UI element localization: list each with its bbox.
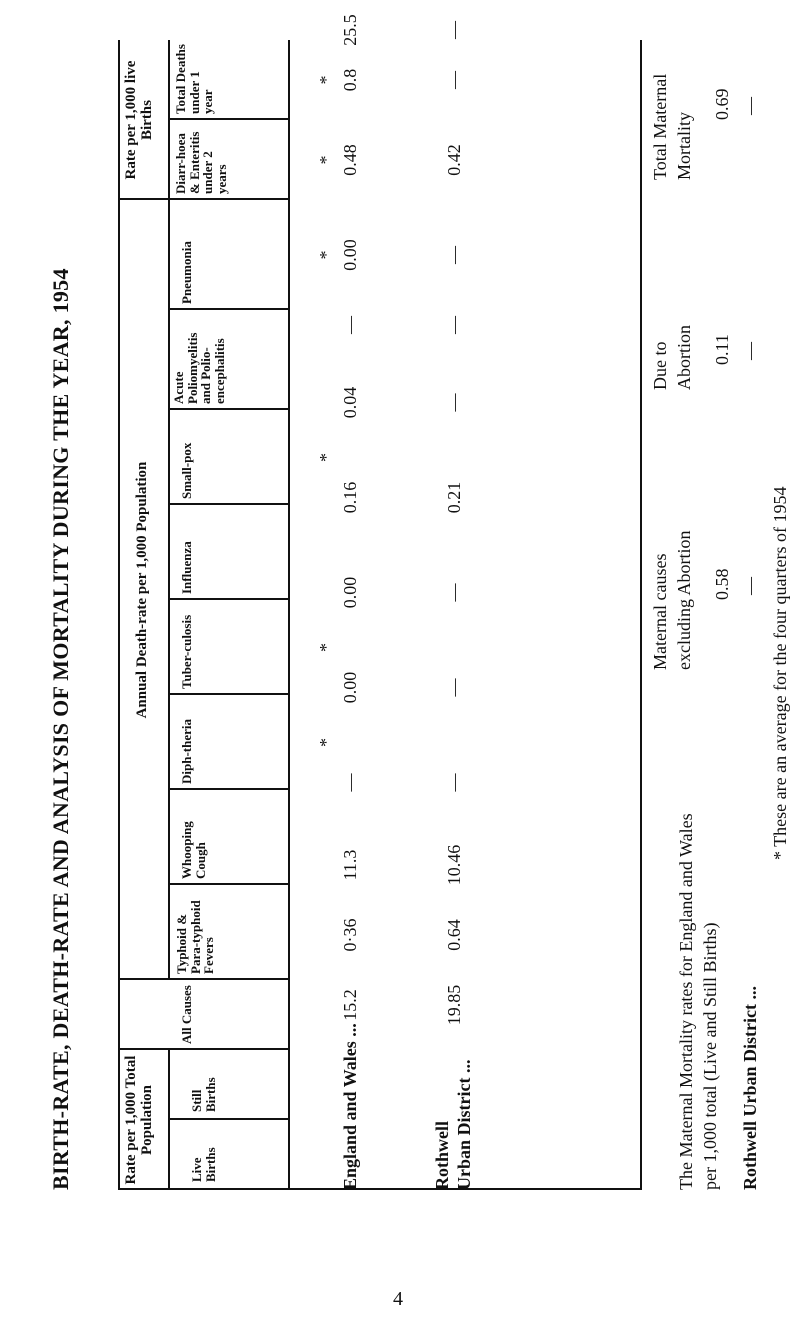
header-whooping-cough: Whooping Cough bbox=[179, 821, 208, 879]
ew-total-deaths: 25.5 bbox=[340, 14, 360, 46]
footnote: * These are an average for the four quarters of 1954 bbox=[770, 486, 790, 860]
header-bottom-rule bbox=[288, 40, 290, 1190]
page-title: BIRTH-RATE, DEATH-RATE AND ANALYSIS OF MORTALITY DURING THE YEAR, 1954 bbox=[48, 268, 73, 1190]
rothwell-diarrhoea: — bbox=[444, 71, 464, 89]
header-typhoid: Typhoid & Para-typhoid Fevers bbox=[174, 900, 217, 974]
maternal-col1-header-2: excluding Abortion bbox=[674, 530, 694, 670]
header-tuberculosis: Tuber-culosis bbox=[179, 614, 194, 689]
rothwell-whooping-cough: — bbox=[444, 678, 464, 697]
ew-tuberculosis: 0.16 bbox=[340, 481, 360, 514]
col-rule bbox=[168, 598, 288, 600]
row-label-rothwell-1: Rothwell bbox=[432, 1121, 452, 1190]
ew-still-births: 0·36 bbox=[340, 918, 360, 952]
col-rule bbox=[118, 1188, 640, 1190]
asterisk: * bbox=[316, 643, 336, 652]
rotated-table bbox=[40, 0, 800, 1190]
header-still-births: Still Births bbox=[189, 1077, 218, 1112]
group-header-rate-total: Rate per 1,000 Total Population bbox=[123, 1055, 155, 1185]
ew-influenza: 0.04 bbox=[340, 386, 360, 419]
rothwell-total-deaths: — bbox=[444, 21, 464, 39]
group-header-rate-live: Rate per 1,000 live Births bbox=[123, 60, 155, 180]
header-influenza: Influenza bbox=[179, 541, 194, 594]
ew-all-causes: 11.3 bbox=[340, 849, 360, 881]
table-top-rule bbox=[118, 40, 120, 1190]
ew-typhoid: — bbox=[340, 773, 360, 792]
page-number: 4 bbox=[393, 1288, 403, 1310]
ew-smallpox: — bbox=[340, 316, 360, 334]
rothwell-live-births: 19.85 bbox=[444, 984, 464, 1026]
ew-diarrhoea: 0.8 bbox=[340, 68, 360, 92]
rothwell-pneumonia: 0.42 bbox=[444, 144, 464, 176]
group-header-annual-death-rate: Annual Death-rate per 1,000 Population bbox=[134, 461, 150, 719]
col-rule bbox=[168, 883, 288, 885]
rothwell-tuberculosis: 0.21 bbox=[444, 481, 464, 514]
rothwell-poliomyelitis: — bbox=[444, 246, 464, 264]
header-diarrhoea: Diarr-hoea & Enteritis under 2 years bbox=[173, 131, 229, 194]
ew-live-births: 15.2 bbox=[340, 989, 360, 1021]
maternal-col1-header-1: Maternal causes bbox=[650, 553, 670, 670]
asterisk: * bbox=[316, 155, 336, 165]
maternal-ew-abortion: 0.11 bbox=[712, 334, 732, 365]
group-rule-total bbox=[168, 1050, 170, 1190]
row-label-england-wales: England and Wales ... bbox=[340, 1023, 360, 1190]
ew-diphtheria: 0.00 bbox=[340, 576, 360, 609]
rothwell-diphtheria: — bbox=[444, 583, 464, 602]
col-rule bbox=[168, 503, 288, 505]
rothwell-influenza: — bbox=[444, 393, 464, 412]
group-rule-live bbox=[168, 40, 170, 200]
row-label-rothwell-2: Urban District ... bbox=[454, 1059, 474, 1190]
col-rule bbox=[168, 1118, 288, 1120]
col-rule bbox=[168, 693, 288, 695]
col-rule bbox=[168, 118, 288, 120]
maternal-col2-header-1: Due to bbox=[650, 341, 670, 390]
maternal-intro-line-2: per 1,000 total (Live and Still Births) bbox=[700, 922, 720, 1190]
asterisk: * bbox=[316, 250, 336, 260]
asterisk: * bbox=[316, 75, 336, 85]
header-total-deaths: Total Deaths under 1 year bbox=[173, 44, 216, 114]
rothwell-still-births: 0.64 bbox=[444, 919, 464, 951]
maternal-ew-total: 0.69 bbox=[712, 88, 732, 120]
header-live-births: Live Births bbox=[189, 1147, 218, 1182]
ew-whooping-cough: 0.00 bbox=[340, 671, 360, 704]
header-pneumonia: Pneumonia bbox=[179, 241, 194, 304]
header-smallpox: Small-pox bbox=[179, 442, 194, 499]
col-rule bbox=[168, 788, 288, 790]
ew-pneumonia: 0.48 bbox=[340, 144, 360, 176]
col-rule bbox=[168, 408, 288, 410]
ew-poliomyelitis: 0.00 bbox=[340, 239, 360, 271]
maternal-rothwell-causes: — bbox=[740, 577, 760, 595]
asterisk: * bbox=[316, 738, 336, 747]
col-rule bbox=[168, 308, 288, 310]
maternal-rothwell-abortion: — bbox=[740, 342, 760, 360]
maternal-col3-header-2: Mortality bbox=[674, 112, 694, 180]
maternal-col3-header-1: Total Maternal bbox=[650, 73, 670, 180]
rothwell-smallpox: — bbox=[444, 316, 464, 334]
group-rule-annual bbox=[168, 200, 170, 980]
header-poliomyelitis: Acute Poliomyelitis and Polio-encephalitis bbox=[171, 332, 227, 404]
maternal-rothwell-label: Rothwell Urban District ... bbox=[740, 986, 760, 1190]
rothwell-typhoid: — bbox=[444, 773, 464, 792]
rothwell-all-causes: 10.46 bbox=[444, 844, 464, 886]
asterisk: * bbox=[316, 453, 336, 462]
maternal-rothwell-total: — bbox=[740, 97, 760, 115]
table-bottom-rule bbox=[640, 40, 642, 1190]
header-diphtheria: Diph-theria bbox=[179, 719, 194, 784]
header-all-causes: All Causes bbox=[179, 985, 194, 1044]
maternal-intro-line-1: The Maternal Mortality rates for England and Wales bbox=[676, 813, 696, 1190]
maternal-ew-causes: 0.58 bbox=[712, 568, 732, 600]
maternal-col2-header-2: Abortion bbox=[674, 325, 694, 390]
